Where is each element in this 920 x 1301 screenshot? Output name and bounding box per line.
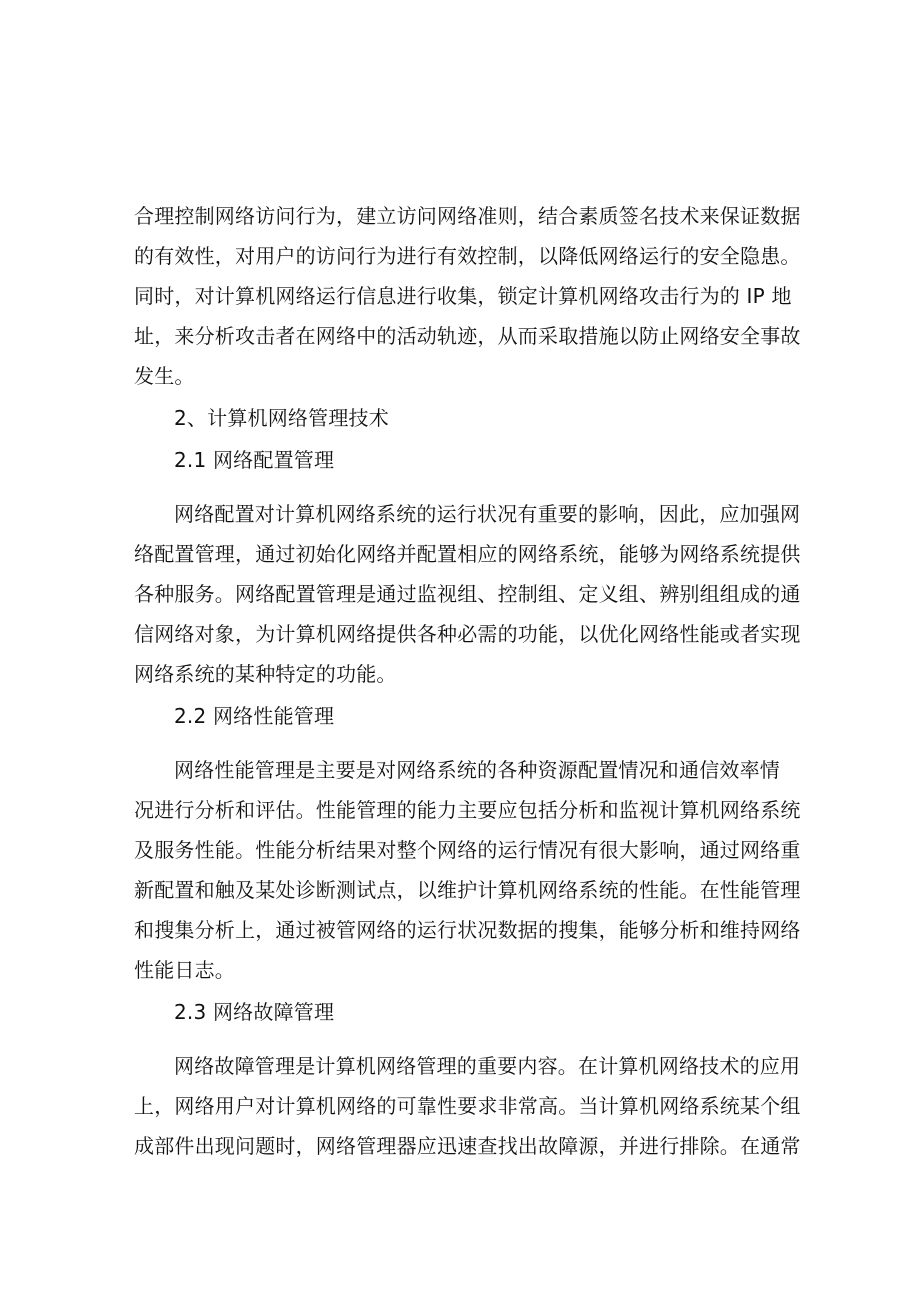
document-page [134, 196, 801, 1166]
text-line: 网络配置对计算机网络系统的运行状况有重要的影响，因此，应加强网 [174, 502, 801, 526]
text-line: 网络性能管理是主要是对网络系统的各种资源配置情况和通信效率情 [174, 758, 780, 782]
text-line: 发生。 [134, 364, 195, 388]
paragraph-intro [134, 196, 801, 396]
text-line: 信网络对象，为计算机网络提供各种必需的功能，以优化网络性能或者实现 [134, 622, 801, 646]
text-line: 上，网络用户对计算机网络的可靠性要求非常高。当计算机网络系统某个组 [134, 1094, 801, 1118]
text-line: 新配置和触及某处诊断测试点，以维护计算机网络系统的性能。在性能管理 [134, 878, 801, 902]
text-line: 同时，对计算机网络运行信息进行收集，锁定计算机网络攻击行为的 IP 地 [134, 284, 792, 308]
subsection-heading-2-3: 2.3 网络故障管理 [174, 1000, 335, 1024]
text-line: 及服务性能。性能分析结果对整个网络的运行情况有很大影响，通过网络重 [134, 838, 801, 862]
text-line: 性能日志。 [134, 958, 235, 982]
text-line: 成部件出现问题时，网络管理器应迅速查找出故障源，并进行排除。在通常 [134, 1134, 801, 1158]
paragraph-performance-management [134, 750, 801, 990]
paragraph-fault-management [134, 1046, 801, 1166]
paragraph-config-management [134, 494, 801, 694]
text-line: 况进行分析和评估。性能管理的能力主要应包括分析和监视计算机网络系统 [134, 798, 801, 822]
text-line: 的有效性，对用户的访问行为进行有效控制，以降低网络运行的安全隐患。 [134, 244, 801, 268]
text-line: 络配置管理，通过初始化网络并配置相应的网络系统，能够为网络系统提供 [134, 542, 801, 566]
text-line: 网络故障管理是计算机网络管理的重要内容。在计算机网络技术的应用 [174, 1054, 801, 1078]
subsection-heading-2-2: 2.2 网络性能管理 [174, 704, 335, 728]
section-heading-2: 2、计算机网络管理技术 [174, 406, 389, 430]
text-line: 和搜集分析上，通过被管网络的运行状况数据的搜集，能够分析和维持网络 [134, 918, 801, 942]
text-line: 网络系统的某种特定的功能。 [134, 662, 397, 686]
text-line: 址，来分析攻击者在网络中的活动轨迹，从而采取措施以防止网络安全事故 [134, 324, 801, 348]
text-line: 各种服务。网络配置管理是通过监视组、控制组、定义组、辨别组组成的通 [134, 582, 801, 606]
subsection-heading-2-1: 2.1 网络配置管理 [174, 448, 335, 472]
text-line: 合理控制网络访问行为，建立访问网络准则，结合素质签名技术来保证数据 [134, 204, 801, 228]
